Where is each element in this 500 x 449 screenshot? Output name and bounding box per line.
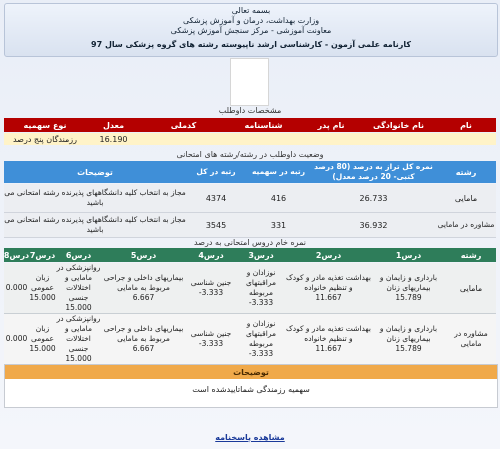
raw-scores-section-label: نمره خام دروس امتحانی به درصد — [194, 238, 306, 247]
raw-scores-row — [4, 314, 496, 365]
course-score: 11.667 — [315, 293, 342, 302]
status-section-label: وضعیت داوطلب در رشته/رشته های امتحانی — [176, 150, 324, 159]
status-notes-cell: مجاز به انتخاب کلیه دانشگاههای پذیرنده رشته امتحانی می باشید — [4, 215, 186, 234]
course-name: بهداشت تغذیه مادر و کودک و تنظیم خانواده — [286, 324, 371, 343]
raw-score-cell — [186, 314, 236, 364]
course-score: 3.333- — [198, 339, 224, 348]
status-notes-cell: مجاز به انتخاب کلیه دانشگاههای پذیرنده رشته امتحانی می باشید — [4, 188, 186, 207]
view-answer-sheet-link[interactable]: مشاهده پاسخنامه — [215, 433, 285, 442]
raw-score-cell — [56, 314, 101, 364]
status-header-cell: رشته — [455, 167, 477, 177]
header-line-4: کارنامه علمی آزمون - کارشناسی ارشد ناپیوسته رشته های گروه پزشکی سال 97 — [91, 40, 411, 49]
raw-header-cell: درس8 — [3, 250, 30, 260]
course-score: 0.000 — [5, 283, 28, 292]
raw-header-cell: درس1 — [395, 250, 422, 260]
raw-score-cell — [286, 314, 371, 364]
applicant-header-cell: شناسنامه — [244, 120, 283, 130]
course-score: 15.000 — [65, 303, 92, 312]
header-line-3: معاونت آموزشی - مرکز سنجش آموزش پزشکی — [170, 26, 332, 35]
course-score: 6.667 — [132, 293, 155, 302]
course-score: 15.000 — [29, 293, 56, 302]
course-score: 0.000 — [5, 334, 28, 343]
course-score: 15.000 — [65, 354, 92, 363]
applicant-value-cell: 16.190 — [99, 134, 128, 144]
raw-score-cell — [371, 314, 446, 364]
applicant-value-cell — [226, 133, 301, 145]
status-field-cell: مشاوره در مامایی — [437, 220, 495, 229]
raw-header-cell: درس3 — [248, 250, 274, 260]
raw-header-cell: درس7 — [29, 250, 56, 260]
course-name: بارداری و زایمان و بیماریهای زنان — [379, 324, 438, 343]
header-line-1: بسمه تعالی — [231, 6, 271, 15]
applicant-header-cell: نام پدر — [317, 120, 345, 130]
notes-text: سهمیه رزمندگی شماتاییدشده است — [192, 385, 310, 394]
applicant-value-cell: رزمندگان پنج درصد — [12, 134, 78, 144]
raw-score-cell — [236, 263, 286, 313]
applicant-section-label: مشخصات داوطلب — [218, 106, 282, 115]
raw-scores-row — [4, 263, 496, 314]
status-row — [4, 213, 496, 238]
applicant-value-cell — [141, 133, 226, 145]
course-name: روانپزشکی در مامایی و اختلالات جنسی — [56, 263, 101, 302]
raw-score-cell — [186, 263, 236, 313]
status-quota-rank-cell: 331 — [270, 220, 287, 230]
course-score: 3.333- — [248, 298, 274, 307]
applicant-values-row — [4, 133, 496, 145]
raw-score-cell — [286, 263, 371, 313]
course-name: نوزادان و مراقبتهای مربوطه — [246, 319, 276, 348]
raw-header-cell: رشته — [460, 250, 482, 260]
applicant-value-cell — [301, 133, 361, 145]
raw-score-cell — [101, 314, 186, 364]
applicant-header-cell: معدل — [102, 120, 125, 130]
status-score-cell: 26.733 — [359, 193, 388, 203]
status-total-rank-cell: 3545 — [205, 220, 227, 230]
course-name: بیماریهای داخلی و جراحی مربوط به مامایی — [103, 324, 184, 343]
notes-title: توضیحات — [5, 365, 497, 379]
status-header-cell: رتبه در کل — [196, 167, 236, 176]
raw-header-cell: درس6 — [65, 250, 92, 260]
status-header-cell: نمره کل تراز به درصد (80 درصد کتبی- 20 درصد معدل) — [314, 162, 433, 181]
header-box — [4, 3, 498, 57]
applicant-header-cell: نوع سهمیه — [23, 120, 67, 130]
applicant-photo — [230, 58, 269, 106]
course-name: بیماریهای داخلی و جراحی مربوط به مامایی — [103, 273, 184, 292]
raw-header-cell: درس5 — [130, 250, 157, 260]
applicant-value-cell — [436, 133, 496, 145]
status-row — [4, 184, 496, 213]
status-score-cell: 36.932 — [359, 220, 388, 230]
raw-score-cell — [29, 263, 56, 313]
applicant-header-row — [4, 118, 496, 132]
course-score: 15.000 — [29, 344, 56, 353]
header-line-2: وزارت بهداشت، درمان و آموزش پزشکی — [182, 16, 320, 25]
raw-scores-header-row — [4, 248, 496, 262]
applicant-header-cell: نام — [460, 120, 472, 130]
raw-score-cell — [29, 314, 56, 364]
status-header-cell: رتبه در سهمیه — [251, 167, 306, 176]
raw-score-cell — [371, 263, 446, 313]
course-score: 3.333- — [248, 349, 274, 358]
course-name: زبان عمومی — [31, 273, 54, 292]
raw-field-cell: مامایی — [459, 283, 483, 293]
raw-score-cell — [236, 314, 286, 364]
raw-score-cell — [56, 263, 101, 313]
course-score: 15.789 — [395, 293, 422, 302]
status-header-row — [4, 161, 496, 183]
status-field-cell: مامایی — [454, 193, 478, 203]
raw-field-cell: مشاوره در مامایی — [454, 329, 488, 348]
applicant-value-cell — [361, 133, 436, 145]
course-name: جنین شناسی — [190, 278, 232, 287]
raw-score-cell — [4, 263, 29, 313]
course-name: بارداری و زایمان و بیماریهای زنان — [379, 273, 438, 292]
course-name: جنین شناسی — [190, 329, 232, 338]
course-name: بهداشت تغذیه مادر و کودک و تنظیم خانواده — [286, 273, 371, 292]
course-name: روانپزشکی در مامایی و اختلالات جنسی — [56, 314, 101, 353]
applicant-header-cell: نام خانوادگی — [372, 120, 425, 130]
raw-score-cell — [101, 263, 186, 313]
status-header-cell: توضیحات — [77, 167, 113, 177]
status-total-rank-cell: 4374 — [205, 193, 227, 203]
notes-box — [4, 364, 498, 408]
status-quota-rank-cell: 416 — [270, 193, 287, 203]
course-name: زبان عمومی — [31, 324, 54, 343]
raw-header-cell: درس4 — [198, 250, 224, 260]
course-name: نوزادان و مراقبتهای مربوطه — [246, 268, 276, 297]
course-score: 3.333- — [198, 288, 224, 297]
course-score: 11.667 — [315, 344, 342, 353]
applicant-header-cell: کدملی — [170, 120, 197, 130]
raw-header-cell: درس2 — [315, 250, 342, 260]
course-score: 15.789 — [395, 344, 422, 353]
course-score: 6.667 — [132, 344, 155, 353]
raw-score-cell — [4, 314, 29, 364]
